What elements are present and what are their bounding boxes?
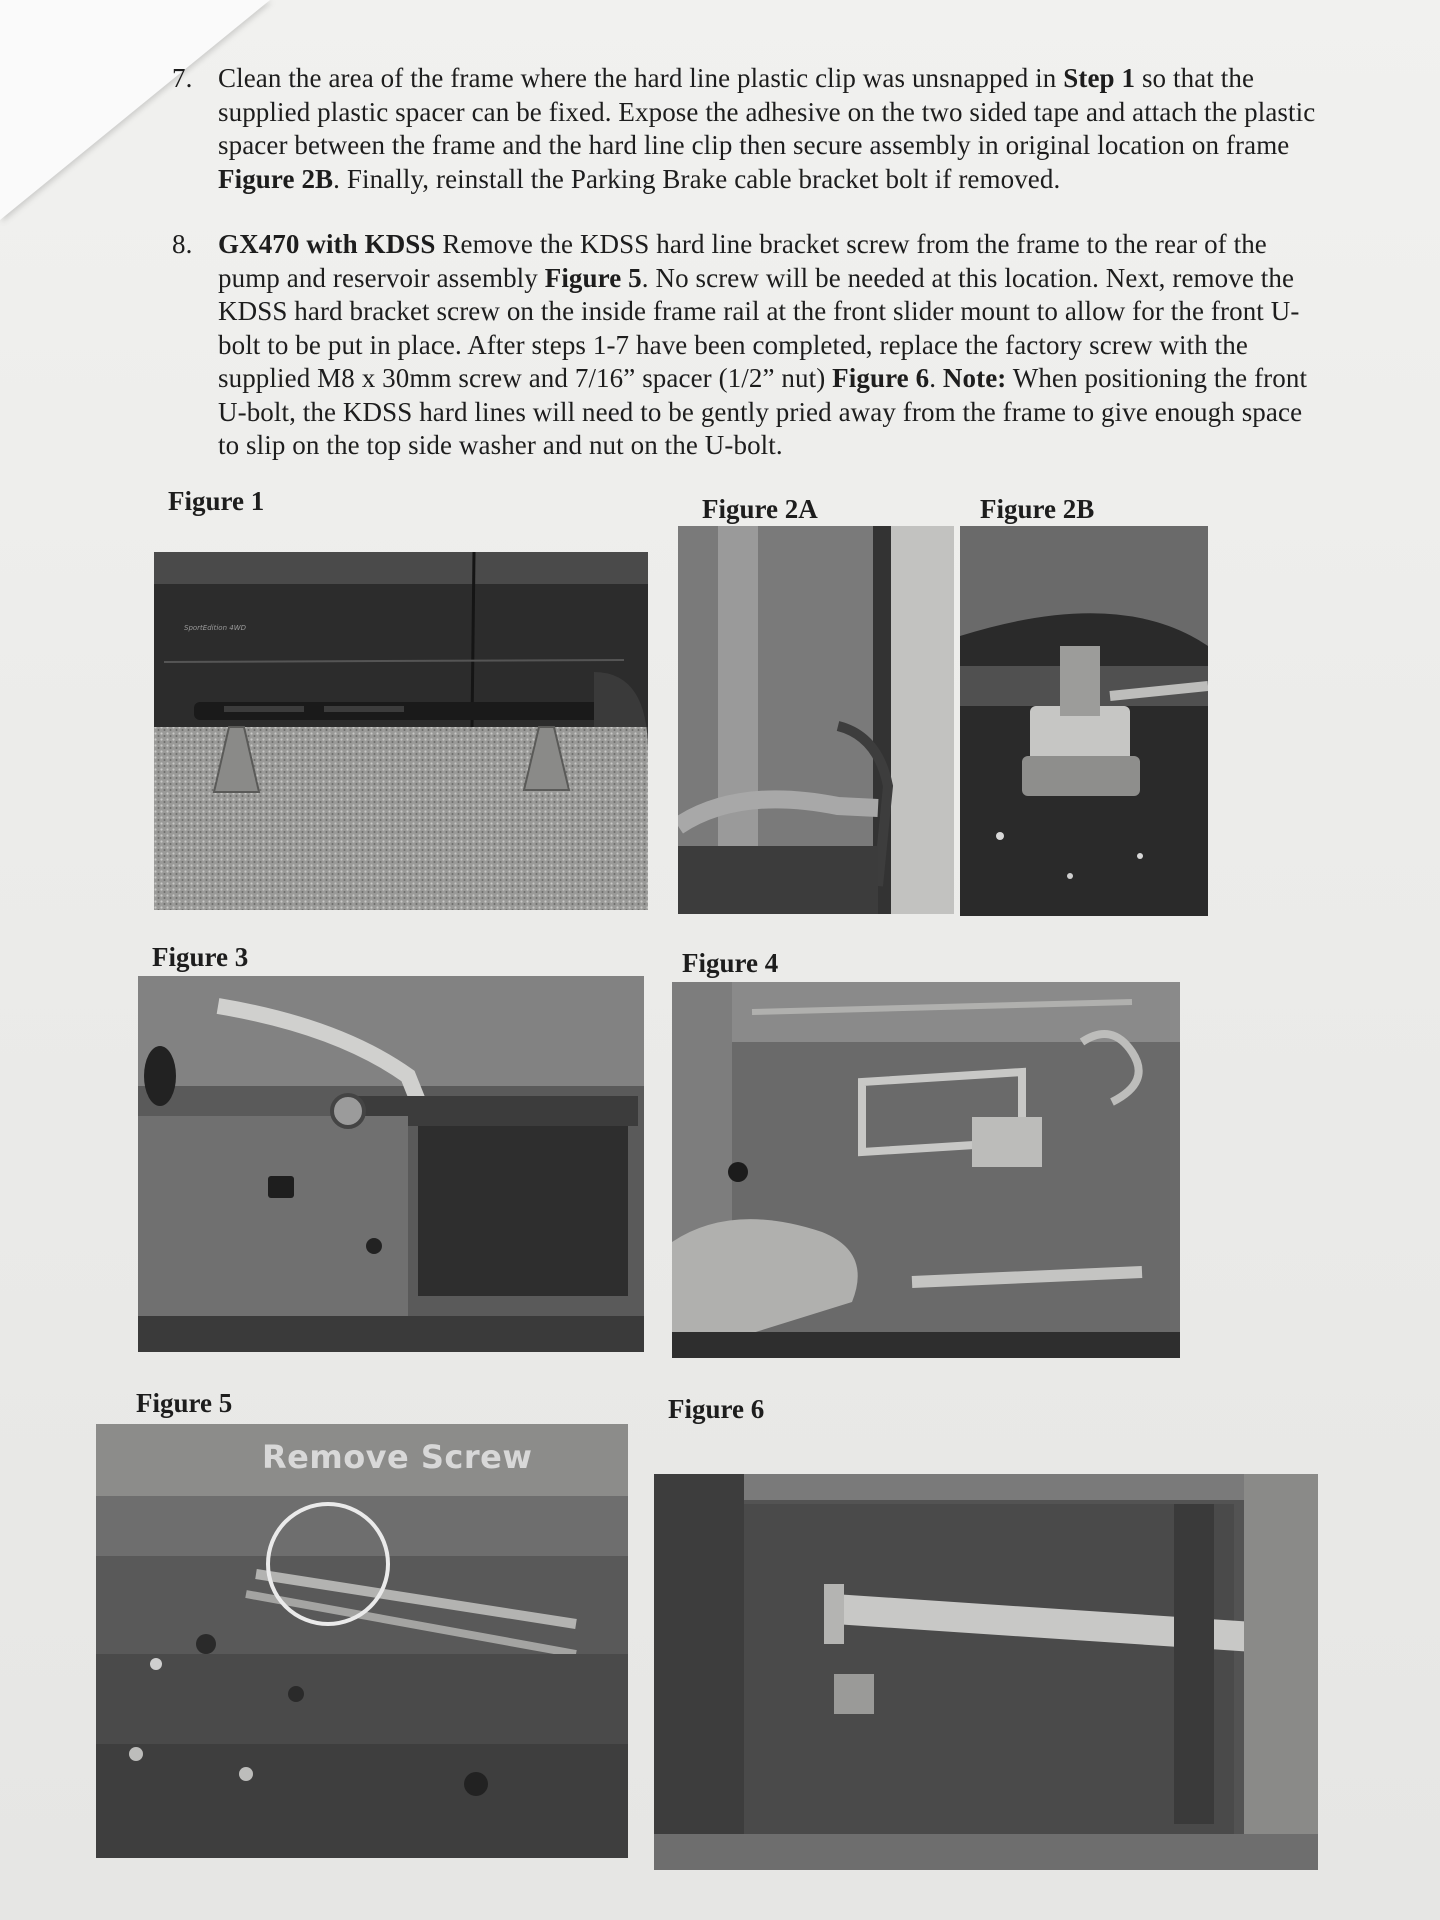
figure-5-label: Figure 5	[136, 1388, 233, 1418]
figure-4-label: Figure 4	[682, 948, 779, 978]
figure-2b-photo	[960, 526, 1208, 916]
step-text: Clean the area of the frame where the hard line plastic clip was unsnapped in Step 1 so that the supplied plastic spacer can be fixed. Expose the adhesive on the two sided tape and attach the plastic spacer between the frame and the hard line clip then secure assembly in original location on frame Figure 2B. Finally, reinstall the Parking Brake cable bracket bolt if removed.	[218, 63, 1316, 194]
figure-5-photo	[96, 1424, 628, 1858]
figure-1-photo	[154, 552, 648, 910]
step-number: 7.	[172, 63, 193, 93]
figure-4-photo	[672, 982, 1180, 1358]
figure-2a-label: Figure 2A	[702, 494, 818, 524]
figure-2a-photo	[678, 526, 954, 914]
figure-2b-label: Figure 2B	[980, 494, 1095, 524]
vehicle-badge: SportEdition 4WD	[184, 624, 247, 632]
figure-6-photo	[654, 1474, 1318, 1870]
remove-screw-callout: Remove Screw	[262, 1438, 533, 1476]
step-text: GX470 with KDSS Remove the KDSS hard line bracket screw from the frame to the rear of the pump and reservoir assembly Figure 5. No screw will be needed at this location. Next, remove the KDSS hard bracket screw on the inside frame rail at the front slider mount to allow for the front U-bolt to be put in place. After steps 1-7 have been completed, replace the factory screw with the supplied M8 x 30mm screw and 7/16” spacer (1/2” nut) Figure 6. Note: When positioning the front U-bolt, the KDSS hard lines will need to be gently pried away from the frame to give enough space to slip on the top side washer and nut on the U-bolt.	[218, 229, 1308, 460]
figure-1-label: Figure 1	[168, 486, 265, 516]
figure-6-label: Figure 6	[668, 1394, 765, 1424]
step-number: 8.	[172, 229, 193, 259]
remove-screw-highlight-circle	[266, 1502, 390, 1626]
figure-3-photo	[138, 976, 644, 1352]
figure-3-label: Figure 3	[152, 942, 249, 972]
